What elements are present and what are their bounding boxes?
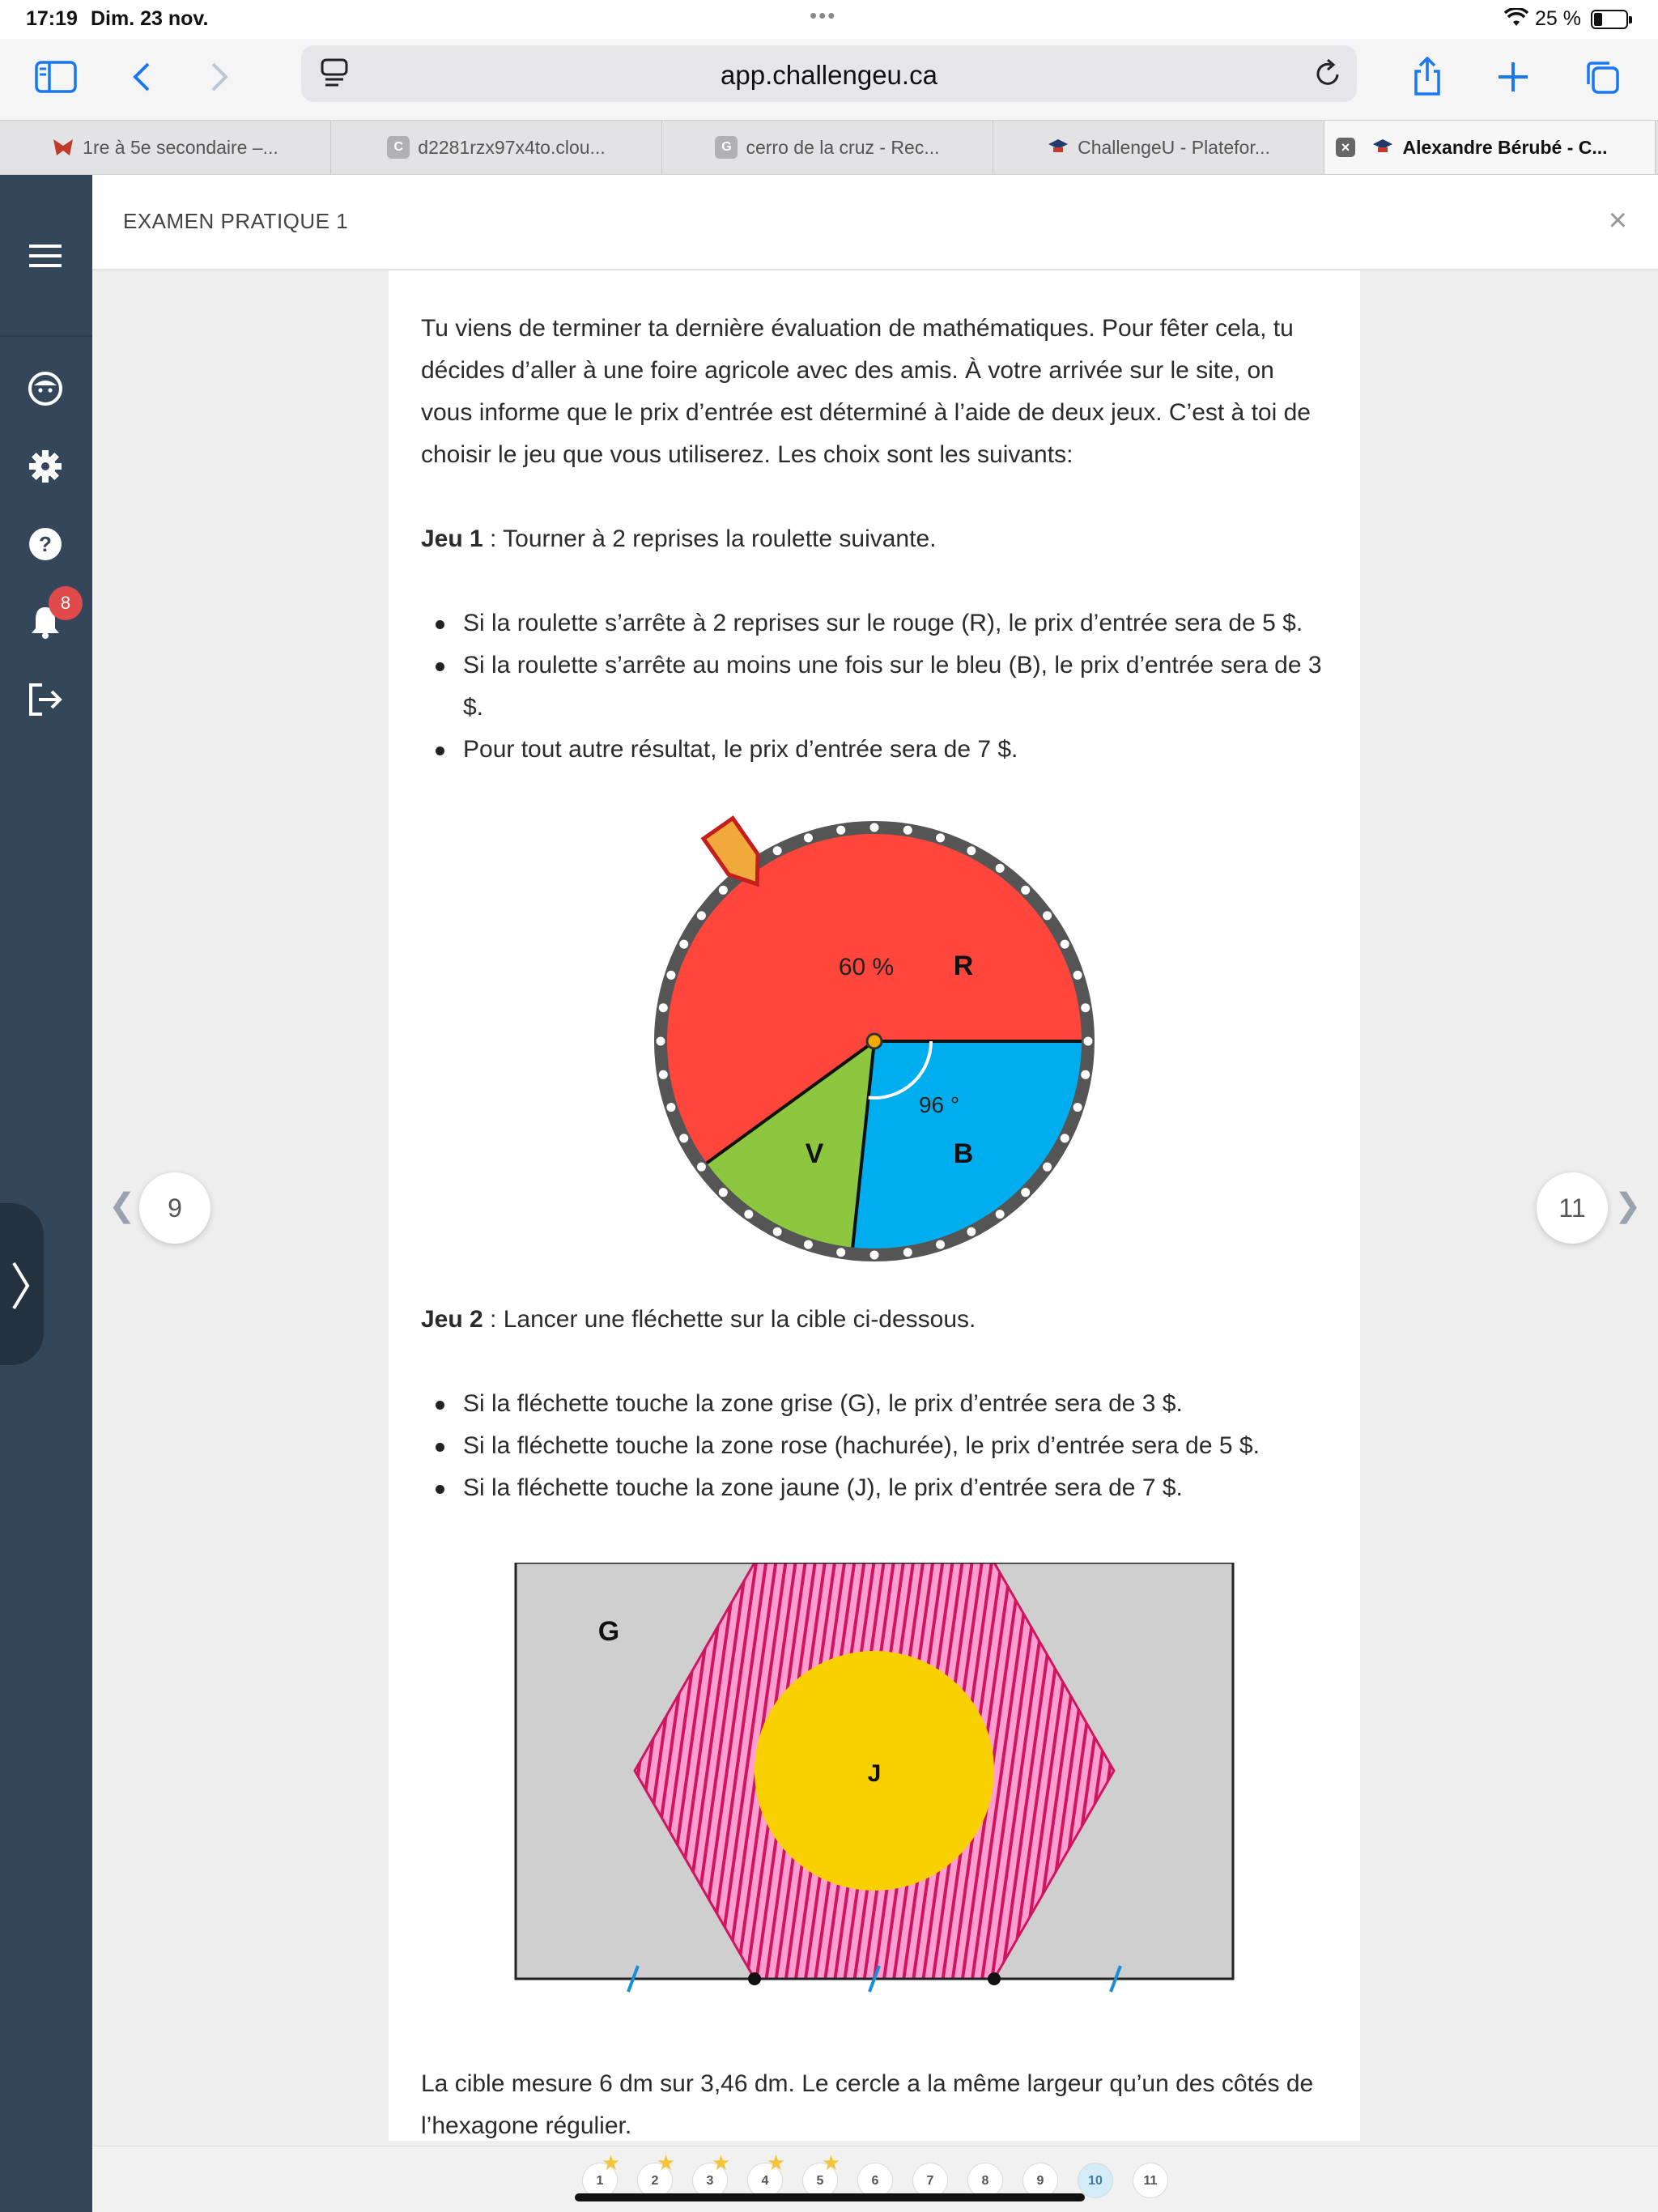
list-item: Si la fléchette touche la zone rose (hachurée), le prix d’entrée sera de 5 $. [421,1425,1328,1467]
rim-dot [804,1240,813,1249]
rim-dot [679,940,688,949]
tab-label: ChallengeU - Platefor... [1078,136,1270,158]
tab-label: 1re à 5e secondaire –... [83,136,278,158]
battery-percent: 25 % [1535,7,1581,30]
rim-dot [1021,1188,1030,1197]
rim-dot [719,1188,728,1197]
rim-dot [870,1251,879,1260]
list-item: Si la roulette s’arrête au moins une fois sur le bleu (B), le prix d’entrée sera de 3 $. [421,644,1328,729]
list-item: Pour tout autre résultat, le prix d’entrée sera de 7 $. [421,729,1328,771]
rim-dot [967,1227,976,1236]
tab-secondaire[interactable] [0,121,331,174]
question-page-4[interactable]: 4 [747,2163,783,2198]
question-page-1[interactable]: 1 [582,2163,618,2198]
tab-alexandre-active[interactable] [1324,121,1656,174]
vertex-point [748,1972,761,1985]
rim-dot [936,833,945,842]
close-tab-icon[interactable]: × [1336,138,1355,157]
rim-dot [1081,1070,1090,1079]
rim-dot [666,971,675,980]
chevron-right-icon[interactable]: ❯ [1614,1188,1642,1223]
wifi-icon [1504,8,1528,33]
rim-dot [679,1134,688,1142]
rim-dot [697,911,706,920]
logout-icon[interactable] [24,678,66,721]
sidebar-divider [0,335,92,337]
graduation-cap-favicon-icon [1047,136,1069,159]
dart-target [421,1563,1328,2016]
completed-star-icon: ★ [657,2150,676,2175]
svg-text:?: ? [39,532,52,556]
question-page-3[interactable]: 3 [692,2163,728,2198]
wheel-hub [867,1034,882,1049]
rim-dot [744,1210,753,1219]
intro-paragraph: Tu viens de terminer ta dernière évaluation de mathématiques. Pour fêter cela, tu décides d’aller à une foire agricole avec des amis. À votre arrivée sur le site, on vous informe que le prix d’entrée est déterminé à l’aide de deux jeux. C’est à toi de choisir le jeu que vous utiliserez. Les choix sont les suivants: [421,315,1311,468]
chevron-right-icon [11,1260,31,1312]
green-sector-label: V [805,1138,824,1169]
battery-icon [1591,10,1628,29]
jeu1-text: : Tourner à 2 reprises la roulette suivante. [483,525,937,552]
list-item: Si la fléchette touche la zone grise (G), le prix d’entrée sera de 3 $. [421,1383,1328,1425]
question-content [421,308,1328,2147]
tab-label: cerro de la cruz - Rec... [746,136,940,158]
rim-dot [1061,1134,1069,1142]
jeu2-rules [421,1383,1328,1509]
red-percent-label: 60 % [838,954,895,981]
tab-label: d2281rzx97x4to.clou... [418,136,606,158]
rim-dot [903,826,912,835]
question-page-10[interactable]: 10 [1078,2163,1113,2198]
graduation-cap-favicon-icon [1371,136,1394,159]
closing-paragraph: La cible mesure 6 dm sur 3,46 dm. Le cercle a la même largeur qu’un des côtés de l’hexagone régulier. [421,2070,1314,2139]
list-item: Si la roulette s’arrête à 2 reprises sur le rouge (R), le prix d’entrée sera de 5 $. [421,602,1328,644]
browser-toolbar [0,39,1658,120]
tab-bar [0,120,1658,175]
status-bar [0,0,1658,39]
rim-dot [697,1163,706,1172]
roulette-wheel [421,806,1328,1263]
tab-overview-icon[interactable] [1574,50,1630,104]
question-page-8[interactable]: 8 [967,2163,1003,2198]
question-page-2[interactable]: 2 [637,2163,673,2198]
app-sidebar [0,175,92,2212]
back-icon[interactable] [113,50,170,104]
previous-question-button[interactable]: 9 [139,1172,210,1244]
jeu1-rules [421,602,1328,771]
rim-dot [903,1248,912,1257]
rim-dot [773,1227,782,1236]
rim-dot [659,1070,668,1079]
share-icon[interactable] [1399,50,1456,104]
rim-dot [836,1248,845,1257]
multitasking-dots[interactable]: ••• [810,3,837,28]
rim-dot [1043,911,1052,920]
question-page-7[interactable]: 7 [912,2163,948,2198]
rim-dot [719,886,728,895]
rim-dot [1073,1103,1082,1112]
new-tab-icon[interactable] [1485,50,1541,104]
rim-dot [1021,886,1030,895]
letter-c-favicon-icon: C [387,136,410,159]
question-page-9[interactable]: 9 [1022,2163,1058,2198]
completed-star-icon: ★ [712,2150,731,2175]
sidebar-toggle-icon[interactable] [28,50,84,104]
help-icon[interactable] [24,523,66,565]
rim-dot [870,823,879,832]
question-page-6[interactable]: 6 [857,2163,893,2198]
rim-dot [996,864,1005,873]
avatar-icon[interactable] [24,368,66,410]
rim-dot [773,846,782,855]
address-bar[interactable] [301,45,1357,102]
completed-star-icon: ★ [602,2150,621,2175]
rim-dot [936,1240,945,1249]
blue-angle-label: 96 ° [918,1092,960,1117]
jeu2-text: : Lancer une fléchette sur la cible ci-dessous. [483,1306,976,1333]
sidebar-expand-handle[interactable] [0,1203,44,1365]
home-indicator [575,2193,1085,2201]
rim-dot [1043,1163,1052,1172]
tab-label: Alexandre Bérubé - C... [1402,136,1608,158]
gray-zone-label: G [597,1616,620,1647]
chevron-left-icon[interactable]: ❮ [108,1188,136,1223]
jeu1-heading [421,518,1328,560]
rim-dot [996,1210,1005,1219]
completed-star-icon: ★ [822,2150,841,2175]
jeu2-heading [421,1299,1328,1341]
letter-g-favicon-icon: G [715,136,738,159]
url-text: app.challengeu.ca [721,60,937,90]
rim-dot [1084,1037,1093,1046]
secondaire-favicon-icon [52,136,74,159]
jeu2-label: Jeu 2 [421,1306,483,1333]
jeu1-label: Jeu 1 [421,525,483,552]
next-question-button[interactable]: 11 [1537,1172,1608,1244]
question-page-11[interactable]: 11 [1133,2163,1168,2198]
rim-dot [657,1037,665,1046]
completed-star-icon: ★ [767,2150,786,2175]
tab-challengeu[interactable] [993,121,1324,174]
exam-header [92,175,1658,270]
close-icon[interactable]: × [1608,202,1627,238]
rim-dot [1081,1003,1090,1012]
question-page-5[interactable]: 5 [802,2163,838,2198]
rim-dot [666,1103,675,1112]
rim-dot [659,1003,668,1012]
page-title: EXAMEN PRATIQUE 1 [123,209,349,233]
rim-dot [836,826,845,835]
forward-icon[interactable] [191,50,248,104]
yellow-zone-label: J [867,1760,882,1787]
vertex-point [988,1972,1001,1985]
status-time: 17:19 [26,7,78,30]
list-item: Si la fléchette touche la zone jaune (J), le prix d’entrée sera de 7 $. [421,1467,1328,1509]
red-sector-label: R [953,951,974,981]
rim-dot [1073,971,1082,980]
rim-dot [804,833,813,842]
rim-dot [967,846,976,855]
settings-gear-icon[interactable] [24,445,66,487]
tab-cloudfront[interactable] [331,121,662,174]
reload-icon[interactable] [1313,57,1342,93]
notification-badge: 8 [49,586,83,620]
status-date: Dim. 23 nov. [91,7,209,30]
tab-cerro[interactable] [662,121,993,174]
hamburger-menu-icon[interactable] [24,235,66,277]
rim-dot [1061,940,1069,949]
blue-sector-label: B [953,1138,974,1169]
